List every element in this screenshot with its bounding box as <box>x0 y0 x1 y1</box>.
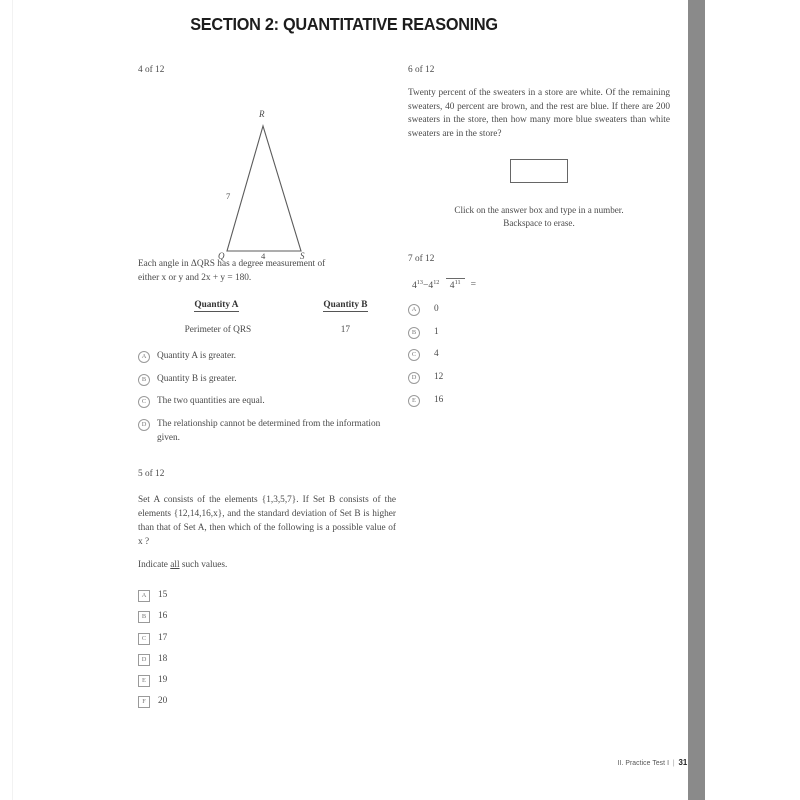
question-4-stem-line2: either x or y and 2x + y = 180. <box>138 272 252 283</box>
choice-option[interactable] <box>408 303 670 317</box>
question-6-number: 6 of 12 <box>408 65 435 75</box>
choice-option[interactable] <box>138 695 396 709</box>
choice-option[interactable] <box>408 371 670 385</box>
question-6-stem: Twenty percent of the sweaters in a store are white. Of the remaining sweaters, 40 percent are brown, and the rest are blue. If there are 200 sweaters in the store, then how many more blue sweaters than white sweaters are in the store? <box>408 87 670 139</box>
triangle-side-7-label: 7 <box>226 190 231 201</box>
instruction-emphasis: all <box>170 560 180 571</box>
choice-option[interactable] <box>408 326 670 340</box>
choice-label: 16 <box>158 611 168 622</box>
choice-label: 0 <box>434 303 439 314</box>
radio-button-icon[interactable]: B <box>408 327 420 339</box>
question-7-choices <box>408 303 670 408</box>
triangle-vertex-s-label: S <box>300 250 305 261</box>
choice-option[interactable] <box>138 350 396 364</box>
choice-label: 17 <box>158 632 168 643</box>
numerator-exponent-1: 13 <box>416 278 423 286</box>
quantity-a-value: Perimeter of QRS <box>184 325 252 335</box>
fraction-denominator: $4^{11}$ <box>446 278 465 291</box>
equals-sign: = <box>470 279 476 291</box>
page-footer <box>617 757 687 767</box>
fraction-numerator: $4^{13}-4^{12}$ <box>412 278 440 291</box>
choice-option[interactable] <box>138 653 396 667</box>
question-5-number: 5 of 12 <box>138 468 165 479</box>
radio-button-icon[interactable]: A <box>138 351 150 363</box>
checkbox-icon[interactable]: C <box>138 633 150 645</box>
numeric-answer-input[interactable] <box>510 159 568 183</box>
page-title: SECTION 2: QUANTITATIVE REASONING <box>190 14 498 34</box>
left-column <box>138 64 396 709</box>
choice-label: 4 <box>434 349 439 360</box>
question-7 <box>408 253 670 408</box>
footer-separator: | <box>672 758 675 767</box>
page-gutter-bar <box>688 0 705 800</box>
choice-label: 15 <box>158 590 168 600</box>
question-5-stem: Set A consists of the elements {1,3,5,7}. If Set B consists of the elements {12,14,16,x}, and the standard deviation of Set B is higher than that of Set A, then which of the following is a possible value of x ? <box>138 495 396 547</box>
quantity-b-value: 17 <box>340 325 351 335</box>
choice-option[interactable] <box>408 348 670 362</box>
footer-book-part: II. Practice Test I <box>617 758 669 767</box>
radio-button-icon[interactable]: D <box>138 419 150 431</box>
choice-label: 20 <box>158 696 168 707</box>
fraction-expression <box>408 278 670 293</box>
triangle-vertex-q-label: Q <box>218 250 225 261</box>
question-5-instruction: Indicate all such values. <box>138 560 228 571</box>
quantity-b-header: Quantity B <box>323 300 368 311</box>
triangle-vertex-r-label: R <box>259 108 265 119</box>
checkbox-icon[interactable]: A <box>138 590 150 602</box>
denominator-exponent: 11 <box>454 278 461 286</box>
question-4-number: 4 of 12 <box>138 65 165 75</box>
triangle-figure <box>138 78 396 261</box>
choice-option[interactable] <box>138 395 396 409</box>
radio-button-icon[interactable]: A <box>408 304 420 316</box>
choice-option[interactable] <box>138 373 396 387</box>
choice-option[interactable] <box>138 610 396 624</box>
right-column <box>408 64 670 408</box>
answer-instructions <box>408 204 670 231</box>
footer-page-number: 31 <box>678 757 687 767</box>
numerator-exponent-2: 12 <box>433 278 440 286</box>
page-left-edge <box>12 0 13 800</box>
radio-button-icon[interactable]: D <box>408 372 420 384</box>
question-4-stem-line1: Each angle in ΔQRS has a degree measurement of <box>138 258 326 269</box>
choice-label: 19 <box>158 675 168 685</box>
choice-option[interactable] <box>138 418 396 446</box>
question-5-choices <box>138 589 396 709</box>
quantity-comparison-table <box>138 298 396 339</box>
choice-label: 1 <box>434 326 439 337</box>
choice-label: Quantity A is greater. <box>157 350 237 361</box>
choice-option[interactable] <box>408 394 670 408</box>
numeric-answer-area <box>408 159 670 189</box>
triangle-svg <box>138 78 396 258</box>
checkbox-icon[interactable]: D <box>138 654 150 666</box>
radio-button-icon[interactable]: E <box>408 395 420 407</box>
choice-option[interactable] <box>138 674 396 688</box>
choice-option[interactable] <box>138 589 396 603</box>
radio-button-icon[interactable]: C <box>138 396 150 408</box>
question-5 <box>138 468 396 710</box>
checkbox-icon[interactable]: F <box>138 696 150 708</box>
question-4 <box>138 64 396 446</box>
radio-button-icon[interactable]: B <box>138 374 150 386</box>
question-4-choices <box>138 350 396 446</box>
choice-label: 16 <box>434 394 444 405</box>
triangle-base-4-label: 4 <box>261 250 266 261</box>
checkbox-icon[interactable]: E <box>138 675 150 687</box>
question-7-number: 7 of 12 <box>408 253 435 264</box>
choice-label: 18 <box>158 653 168 664</box>
choice-label: 12 <box>434 372 444 383</box>
question-6 <box>408 64 670 231</box>
answer-instruction-line-2: Backspace to erase. <box>503 218 575 229</box>
quantity-a-header: Quantity A <box>194 300 239 311</box>
choice-label: The relationship cannot be determined from the information given. <box>157 419 381 443</box>
answer-instruction-line-1: Click on the answer box and type in a number. <box>454 204 624 215</box>
choice-option[interactable] <box>138 632 396 646</box>
choice-label: Quantity B is greater. <box>157 373 237 384</box>
checkbox-icon[interactable]: B <box>138 611 150 623</box>
choice-label: The two quantities are equal. <box>157 396 265 407</box>
radio-button-icon[interactable]: C <box>408 349 420 361</box>
fraction <box>408 278 465 293</box>
